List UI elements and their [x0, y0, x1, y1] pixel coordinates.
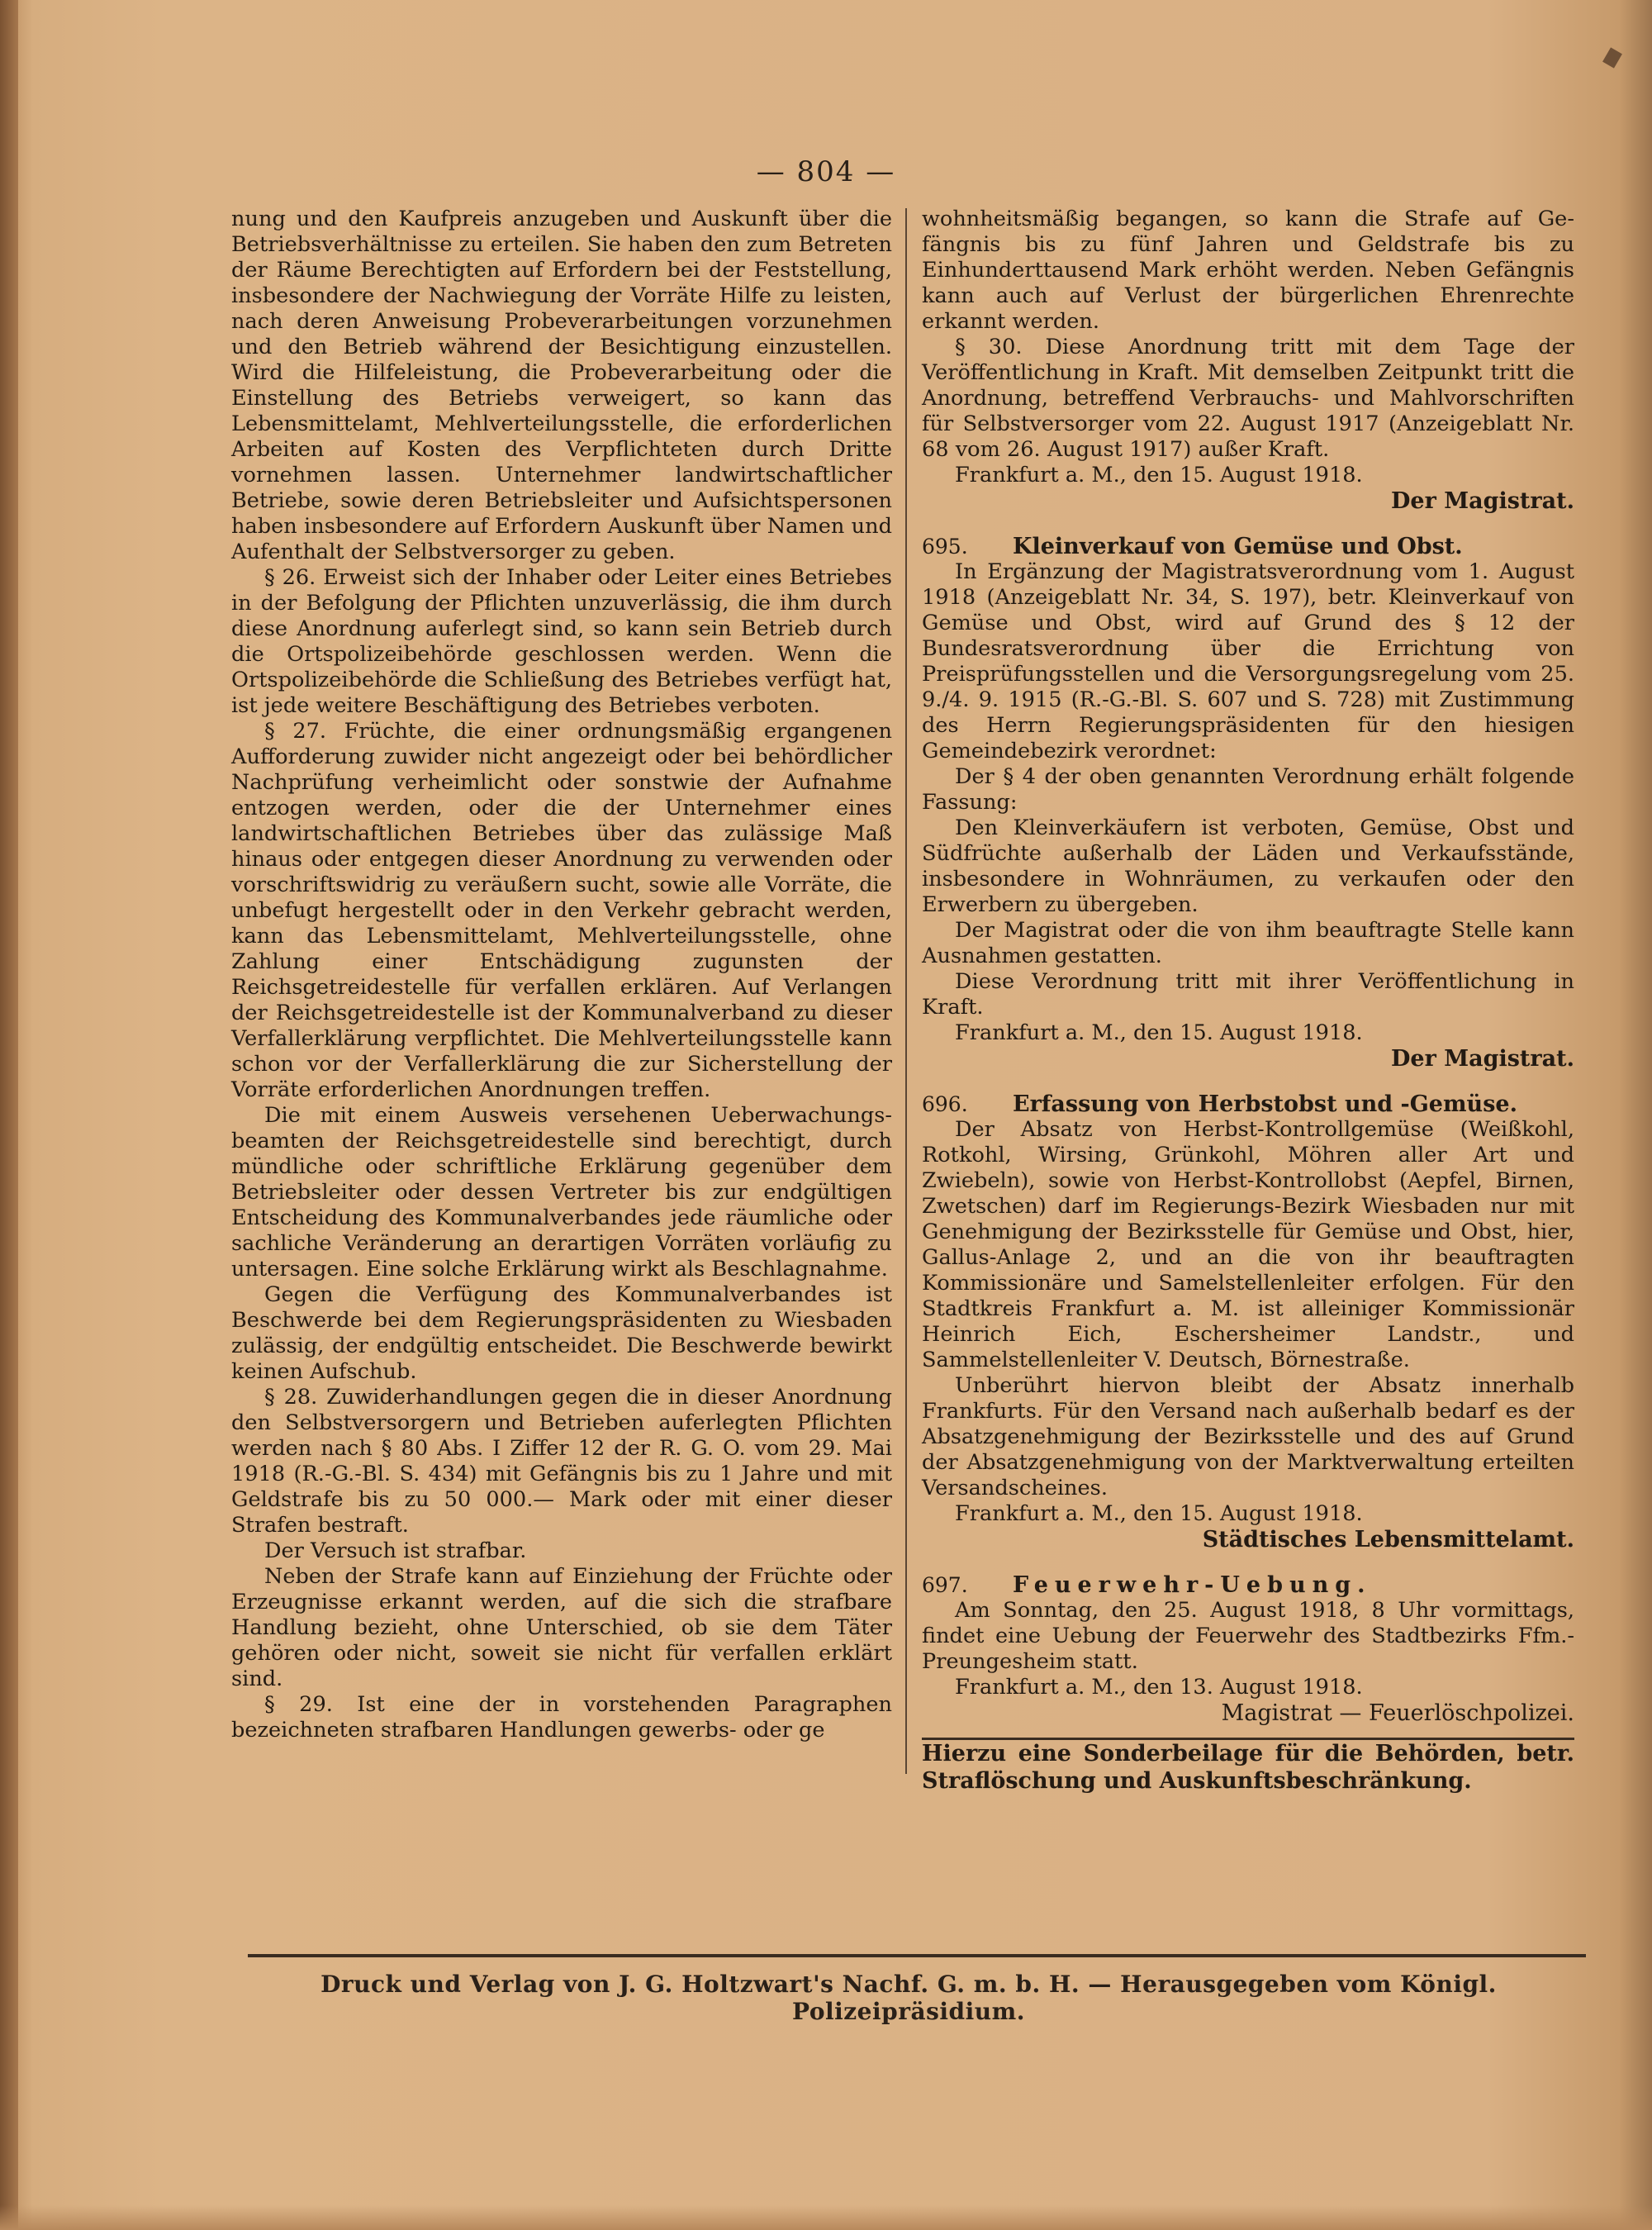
paragraph-attempt: Der Versuch ist strafbar.	[264, 1538, 527, 1563]
paragraph: Den Kleinverkäufern ist verboten, Gemüse, Obst und Südfrüchte außerhalb der Läden und Verkaufsstände, insbesondere in Wohnräumen, zu verkaufen oder den Erwerbern zu übergeben.	[922, 815, 1574, 917]
paragraph: Am Sonntag, den 25. August 1918, 8 Uhr vormittags, findet eine Uebung der Feuerwehr des Stadtbezirks Ffm.-Preungesheim statt.	[922, 1598, 1574, 1674]
footer-rule	[248, 1954, 1586, 1957]
signature-feuerloeschpolizei: Magistrat — Feuerlöschpolizei.	[1221, 1700, 1574, 1726]
paragraph-section-29: § 29. Ist eine der in vorstehenden Paragraphen bezeichneten strafbaren Handlungen gewerbs- oder ge	[231, 1692, 892, 1743]
paragraph-section-27: § 27. Früchte, die einer ordnungsmäßig ergangenen Aufforderung zuwider nicht angezeigt oder bei behördlicher Nachprüfung verheimlicht oder sonstwie der Aufnahme entzogen werden, oder die der Unternehmer eines landwirtschaftlichen Betriebes über das zulässige Maß hinaus oder entgegen dieser Anordnung zu verwenden oder vorschriftswidrig zu veräußern sucht, sowie alle Vorräte, die unbefugt hergestellt oder in den Verkehr gebracht werden, kann das Lebensmittelamt, Mehlverteilungsstelle, ohne Zahlung einer Entschädigung zugunsten der Reichsgetreidestelle für verfallen erklären. Auf Verlangen der Reichsgetreidestelle ist der Kommunalverband zu dieser Verfallerklärung verpflichtet. Die Mehlverteilungsstelle kann schon vor der Verfallerklärung die zur Sicherstellung der Vorräte erforderlichen Anordnungen treffen.	[231, 719, 892, 1102]
section-number: 696.	[922, 1092, 968, 1116]
section-title: Feuerwehr-Uebung.	[1013, 1572, 1372, 1598]
section-title: Kleinverkauf von Gemüse und Obst.	[1013, 534, 1463, 559]
paragraph: Der § 4 der oben genannten Verordnung erhält folgende Fassung:	[922, 764, 1574, 815]
paragraph: Unberührt hiervon bleibt der Absatz innerhalb Frankfurts. Für den Versand nach außerhalb bedarf es der Absatzgenehmigung der Bezirksstelle und des auf Grund der Absatzgenehmigung von der Marktverwaltung erteilten Versandscheines.	[922, 1373, 1574, 1500]
section-heading-697	[922, 1572, 1574, 1598]
paragraph: Der Absatz von Herbst-Kontrollgemüse (Weißkohl, Rotkohl, Wirsing, Grünkohl, Möhren aller Art und Zwiebeln), sowie von Herbst-Kontrollobst (Aepfel, Birnen, Zwetschen) darf im Regierungs-Bezirk Wiesbaden nur mit Genehmigung der Bezirksstelle für Gemüse und Obst, hier, Gallus-Anlage 2, und an die von ihr beauftragten Kommissionäre und Samelstellenleiter erfolgen. Für den Stadtkreis Frankfurt a. M. ist alleiniger Kommissionär Heinrich Eich, Eschersheimer Landstr., und Sammelstellenleiter V. Deutsch, Börnestraße.	[922, 1117, 1574, 1372]
dateline: Frankfurt a. M., den 13. August 1918.	[955, 1675, 1363, 1700]
paragraph: In Ergänzung der Magistratsverordnung vom 1. August 1918 (Anzeigeblatt Nr. 34, S. 197), betr. Kleinverkauf von Gemüse und Obst, wird auf Grund des § 12 der Bundesratsverordnung über die Errichtung von Preisprüfungsstellen und die Versorgungsregelung vom 25. 9./4. 9. 1915 (R.-G.-Bl. S. 607 und S. 728) mit Zustimmung des Herrn Regierungspräsidenten für den hiesigen Gemeindebezirk verordnet:	[922, 559, 1574, 763]
dateline: Frankfurt a. M., den 15. August 1918.	[955, 463, 1363, 487]
left-column	[231, 207, 892, 1743]
publisher-footer: Druck und Verlag von J. G. Holtzwart's Nachf. G. m. b. H. — Herausgegeben vom Königl. Polizeipräsidium.	[320, 1971, 1497, 2025]
section-heading-696	[922, 1091, 1574, 1117]
signature-magistrat: Der Magistrat.	[1391, 488, 1574, 514]
right-column	[922, 207, 1574, 1795]
column-divider	[905, 208, 907, 1774]
signature-magistrat: Der Magistrat.	[1391, 1046, 1574, 1072]
dateline: Frankfurt a. M., den 15. August 1918.	[955, 1020, 1363, 1045]
paragraph-section-28: § 28. Zuwiderhandlungen gegen die in dieser Anordnung den Selbstversorgern und Betrieben auferlegten Pflichten werden nach § 80 Abs. I Ziffer 12 der R. G. O. vom 29. Mai 1918 (R.-G.-Bl. S. 434) mit Gefängnis bis zu 1 Jahre und mit Geldstrafe bis zu 50 000.— Mark oder mit einer dieser Strafen bestraft.	[231, 1385, 892, 1538]
section-title: Erfassung von Herbstobst und -Gemüse.	[1013, 1091, 1517, 1117]
page-binding-edge	[0, 0, 18, 2230]
section-number: 697.	[922, 1573, 968, 1597]
paragraph-continuation: nung und den Kaufpreis anzugeben und Auskunft über die Betriebsverhältnisse zu erteilen. Sie haben den zum Betreten der Räume Berechtigten auf Erfordern bei der Feststellung, insbesondere der Nachwiegung der Vorräte Hilfe zu leisten, nach deren Anweisung Probeverarbeitungen vorzunehmen und den Betrieb während der Besichtigung einzustellen. Wird die Hilfeleistung, die Probeverarbeitung oder die Einstellung des Betriebs verweigert, so kann das Lebensmittelamt, Mehlverteilungsstelle, die erforderlichen Arbeiten auf Kosten des Verpflichteten durch Dritte vornehmen lassen. Unternehmer landwirtschaftlicher Betriebe, sowie deren Betriebsleiter und Aufsichtspersonen haben insbesondere auf Erfordern Auskunft über Namen und Aufenthalt der Selbstversorger zu geben.	[231, 207, 892, 564]
section-heading-695	[922, 534, 1574, 559]
signature-lebensmittelamt: Städtisches Lebensmittelamt.	[1202, 1527, 1574, 1552]
paragraph: Der Magistrat oder die von ihm beauftragte Stelle kann Ausnahmen gestatten.	[922, 918, 1574, 968]
paragraph-continuation-right: wohnheitsmäßig begangen, so kann die Strafe auf Gefängnis bis zu fünf Jahren und Geldstrafe bis zu Einhunderttausend Mark erhöht werden. Neben Gefängnis kann auch auf Verlust der bürgerlichen Ehrenrechte erkannt werden.	[922, 207, 1574, 334]
paragraph-confiscation: Neben der Strafe kann auf Einziehung der Früchte oder Erzeugnisse erkannt werden, auf die sich die strafbare Handlung bezieht, ohne Unterschied, ob sie dem Täter gehören oder nicht, soweit sie nicht für verfallen erklärt sind.	[231, 1564, 892, 1691]
paragraph-section-30: § 30. Diese Anordnung tritt mit dem Tage der Veröffentlichung in Kraft. Mit demselben Zeitpunkt tritt die Anordnung, betreffend Verbrauchs- und Mahlvorschriften für Selbstversorger vom 22. August 1917 (Anzeigeblatt Nr. 68 vom 26. August 1917) außer Kraft.	[922, 335, 1574, 462]
paper-damage-mark	[1602, 47, 1622, 68]
dateline: Frankfurt a. M., den 15. August 1918.	[955, 1501, 1363, 1526]
page-bottom-edge	[0, 2205, 1652, 2230]
supplement-notice: Hierzu eine Sonderbeilage für die Behörden, betr. Straflöschung und Auskunftsbeschränkung.	[922, 1741, 1574, 1794]
paragraph: Diese Verordnung tritt mit ihrer Veröffentlichung in Kraft.	[922, 969, 1574, 1020]
paragraph-surveillance: Die mit einem Ausweis versehenen Ueberwachungsbeamten der Reichsgetreidestelle sind berechtigt, durch mündliche oder schriftliche Erklärung gegenüber dem Betriebsleiter oder dessen Vertreter bis zur endgültigen Entscheidung des Kommunalverbandes jede räumliche oder sachliche Veränderung an derartigen Vorräten vorläufig zu untersagen. Eine solche Erklärung wirkt als Beschlagnahme.	[231, 1103, 892, 1281]
section-number: 695.	[922, 535, 968, 559]
page-number: — 804 —	[756, 155, 896, 188]
paragraph-section-26: § 26. Erweist sich der Inhaber oder Leiter eines Betriebes in der Befolgung der Pflichten unzuverlässig, die ihm durch diese Anordnung auferlegt sind, so kann sein Betrieb durch die Ortspolizeibehörde geschlossen werden. Wenn die Ortspolizeibehörde die Schließung des Betriebes verfügt hat, ist jede weitere Beschäftigung des Betriebes verboten.	[231, 565, 892, 718]
paragraph-complaint: Gegen die Verfügung des Kommunalverbandes ist Beschwerde bei dem Regierungspräsidenten zu Wiesbaden zulässig, der endgültig entscheidet. Die Beschwerde bewirkt keinen Aufschub.	[231, 1282, 892, 1384]
